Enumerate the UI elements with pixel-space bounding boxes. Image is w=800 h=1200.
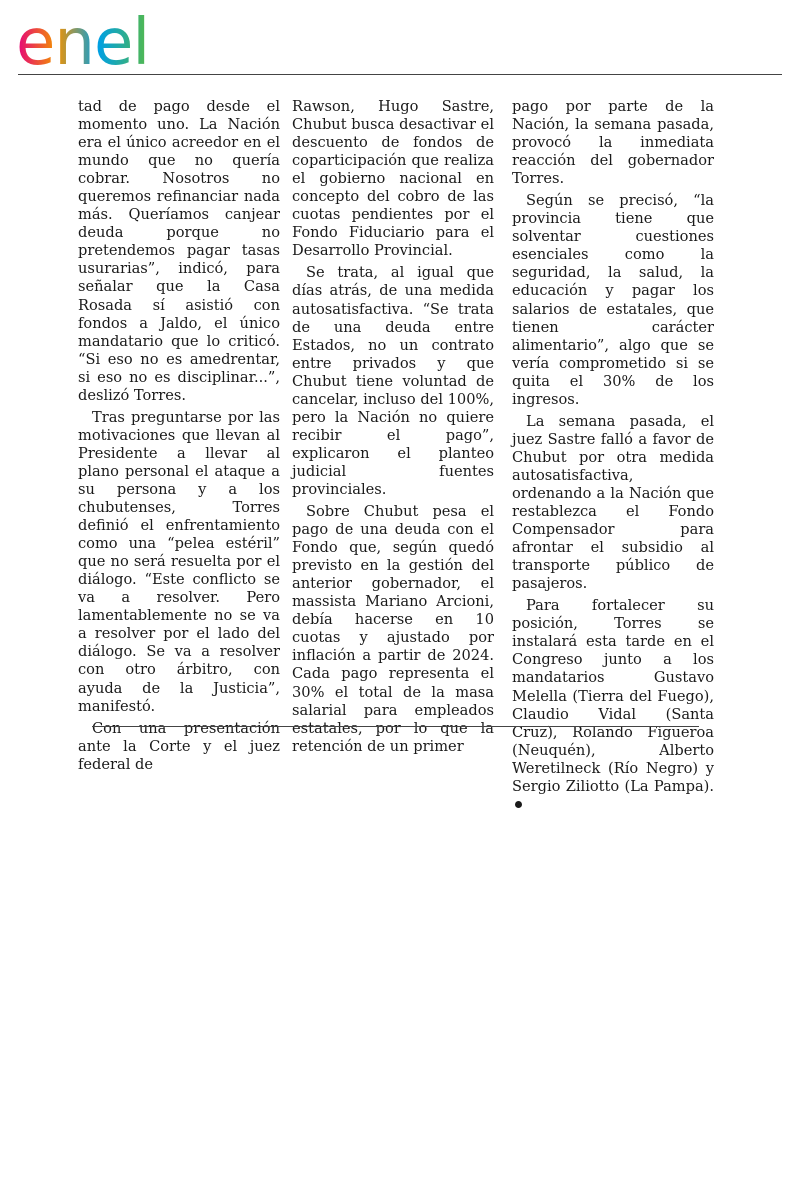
paragraph-text: Para fortalecer su posición, Torres se instalará esta tarde en el Congreso junto a los mandatarios Gustavo Melella (Tierra del Fuego), Claudio Vidal (Santa Cruz), Rolando Figueroa (Neuquén), Alberto Weretilneck (Río Negro) y Sergio Ziliotto (La Pampa). xyxy=(512,597,714,795)
final-paragraph xyxy=(512,597,714,814)
paragraph: Tras preguntarse por las motivaciones que llevan al Presidente a llevar al plano personal el ataque a su persona y a los chubutenses, Torres definió el enfrentamiento como una “pelea estéril” que no será resuelta por el diálogo. “Este conflicto se va a resolver. Pero lamentablemente no se va a resolver por el lado del diálogo. Se va a resolver con otro árbitro, con ayuda de la Justicia”, manifestó. xyxy=(78,408,280,715)
paragraph: Rawson, Hugo Sastre, Chubut busca desactivar el descuento de fondos de coparticipación que realiza el gobierno nacional en concepto del cobro de las cuotas pendientes por el Fondo Fiduciario para el Desarrollo Provincial. xyxy=(292,98,494,260)
article-column-1 xyxy=(78,98,280,774)
article-column-2 xyxy=(292,98,494,756)
svg-text:enel: enel xyxy=(16,10,150,70)
header-rule xyxy=(18,74,782,75)
enel-logo xyxy=(16,10,186,70)
paragraph: Con una presentación ante la Corte y el juez federal de xyxy=(78,719,280,773)
article-column-3 xyxy=(512,98,714,814)
article-body xyxy=(78,98,714,795)
paragraph: pago por parte de la Nación, la semana pasada, provocó la inmediata reacción del gobernador Torres. xyxy=(512,98,714,188)
paragraph: tad de pago desde el momento uno. La Nación era el único acreedor en el mundo que no quería cobrar. Nosotros no queremos refinanciar nada más. Queríamos canjear deuda porque no pretendemos pagar tasas usurarias”, indicó, para señalar que la Casa Rosada sí asistió con fondos a Jaldo, el único mandatario que lo criticó. “Si eso no es amedrentar, si eso no es disciplinar...”, deslizó Torres. xyxy=(78,98,280,404)
paragraph: La semana pasada, el juez Sastre falló a favor de Chubut por otra medida autosatisfactiva, ordenando a la Nación que restablezca el Fondo Compensador para afrontar el subsidio al transporte público de pasajeros. xyxy=(512,412,714,593)
paragraph: Sobre Chubut pesa el pago de una deuda con el Fondo que, según quedó previsto en la gestión del anterior gobernador, el massista Mariano Arcioni, debía hacerse en 10 cuotas y ajustado por inflación a partir de 2024. Cada pago representa el 30% el total de la masa salarial para empleados estatales, por lo que la retención de un primer xyxy=(292,503,494,755)
footer-rule xyxy=(92,726,699,727)
paragraph: Se trata, al igual que días atrás, de una medida autosatisfactiva. “Se trata de una deuda entre Estados, no un contrato entre privados y que Chubut tiene voluntad de cancelar, incluso del 100%, pero la Nación no quiere recibir el pago”, explicaron el planteo judicial fuentes provinciales. xyxy=(292,264,494,498)
end-bullet-icon xyxy=(515,801,522,808)
paragraph: Según se precisó, “la provincia tiene que solventar cuestiones esenciales como la seguridad, la salud, la educación y pagar los salarios de estatales, que tienen carácter alimentario”, algo que se vería comprometido si se quita el 30% de los ingresos. xyxy=(512,192,714,408)
